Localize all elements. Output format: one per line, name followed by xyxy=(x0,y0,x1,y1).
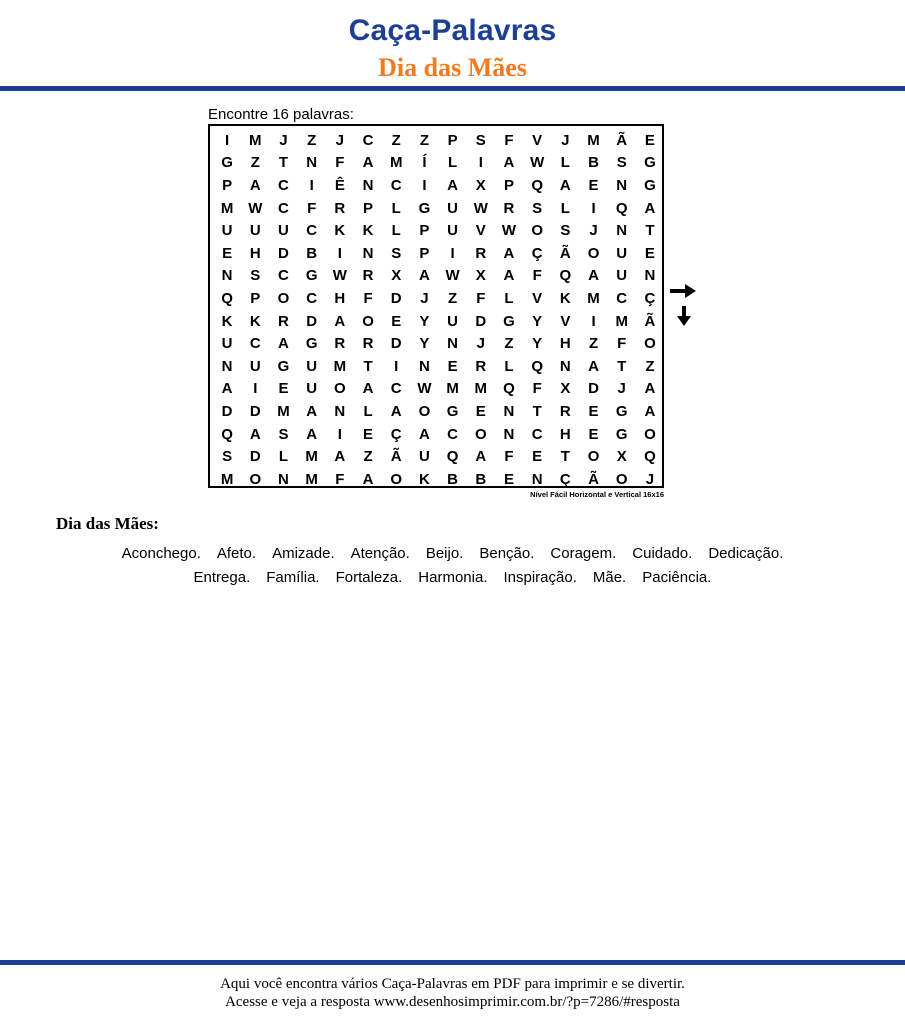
grid-cell: Z xyxy=(250,154,260,172)
page-title: Caça-Palavras xyxy=(348,14,557,47)
grid-cell: V xyxy=(532,289,543,307)
grid-cell: P xyxy=(419,244,430,262)
grid-cell: A xyxy=(447,176,459,194)
grid-cell: Q xyxy=(446,448,459,466)
grid-cell: S xyxy=(560,222,571,240)
grid-cell: C xyxy=(306,222,318,240)
grid-cell: K xyxy=(249,312,261,330)
bottom-divider xyxy=(0,960,905,965)
page-subtitle: Dia das Mães xyxy=(378,53,527,82)
grid-cell: A xyxy=(362,380,374,398)
grid-cell: C xyxy=(362,131,374,149)
grid-cell: A xyxy=(249,176,261,194)
grid-cell: U xyxy=(221,222,233,240)
grid-cell: L xyxy=(560,154,570,172)
grid-cell: Ê xyxy=(334,176,345,194)
grid-cell: Q xyxy=(615,199,628,217)
grid-cell: P xyxy=(222,176,233,194)
grid-cell: B xyxy=(475,470,487,488)
grid-cell: U xyxy=(447,199,459,217)
grid-cell: H xyxy=(559,335,571,353)
grid-cell: K xyxy=(334,222,346,240)
grid-cell: F xyxy=(532,380,542,398)
grid-cell: A xyxy=(334,448,346,466)
grid-cell: M xyxy=(249,131,262,149)
grid-cell: E xyxy=(503,470,514,488)
word-search-grid xyxy=(208,124,664,488)
grid-cell: G xyxy=(615,425,628,443)
grid-cell: E xyxy=(588,425,599,443)
grid-cell: E xyxy=(588,402,599,420)
footer-line-1: Aqui você encontra vários Caça-Palavras em PDF para imprimir e se divertir. xyxy=(220,976,685,992)
grid-cell: H xyxy=(249,244,261,262)
grid-cell: J xyxy=(617,380,626,398)
grid-cell: O xyxy=(615,470,628,488)
grid-cell: A xyxy=(588,357,599,375)
grid-cell: L xyxy=(504,357,514,375)
grid-cell: B xyxy=(447,470,459,488)
grid-cell: U xyxy=(221,335,233,353)
grid-cell: Ã xyxy=(559,244,571,262)
word-list-item: Inspiração. xyxy=(503,569,577,586)
grid-cell: A xyxy=(362,470,374,488)
grid-cell: Ç xyxy=(644,289,656,307)
grid-cell: A xyxy=(503,244,515,262)
grid-cell: O xyxy=(644,425,656,443)
grid-cell: I xyxy=(591,199,596,217)
word-list-item: Entrega. xyxy=(193,569,251,586)
grid-cell: N xyxy=(447,335,459,353)
grid-cell: S xyxy=(278,425,289,443)
grid-cell: Ã xyxy=(616,131,628,149)
top-divider xyxy=(0,86,905,91)
grid-cell: M xyxy=(446,380,459,398)
grid-cell: I xyxy=(591,312,596,330)
grid-cell: R xyxy=(278,312,289,330)
word-list-item: Aconchego. xyxy=(121,545,201,562)
grid-cell: U xyxy=(616,244,628,262)
grid-cell: I xyxy=(450,244,455,262)
grid-cell: E xyxy=(588,176,599,194)
grid-cell: M xyxy=(474,380,488,398)
grid-cell: A xyxy=(644,199,656,217)
grid-cell: O xyxy=(644,335,656,353)
grid-cell: Q xyxy=(644,448,656,466)
grid-cell: W xyxy=(501,222,517,240)
grid-cell: A xyxy=(306,425,318,443)
grid-cell: M xyxy=(389,154,403,172)
grid-cell: M xyxy=(305,470,318,488)
grid-cell: O xyxy=(362,312,374,330)
grid-cell: Ã xyxy=(588,470,599,488)
word-list-line xyxy=(20,566,885,590)
grid-cell: Q xyxy=(559,267,572,285)
grid-cell: Y xyxy=(419,312,430,330)
word-list-item: Benção. xyxy=(479,545,535,562)
grid-cell: W xyxy=(332,267,347,285)
grid-cell: X xyxy=(391,267,402,285)
grid-cell: Z xyxy=(391,131,401,149)
grid-cell: A xyxy=(418,267,430,285)
grid-cell: D xyxy=(475,312,487,330)
grid-cell: T xyxy=(617,357,627,375)
grid-cell: A xyxy=(278,335,289,353)
grid-cell: L xyxy=(448,154,458,172)
grid-cell: L xyxy=(391,199,401,217)
grid-cell: N xyxy=(306,154,318,172)
grid-cell: C xyxy=(278,199,289,217)
grid-cell: Z xyxy=(307,131,317,149)
grid-cell: N xyxy=(616,176,628,194)
grid-cell: L xyxy=(363,402,373,420)
grid-cell: X xyxy=(475,267,486,285)
grid-cell: A xyxy=(559,176,571,194)
grid-cell: A xyxy=(503,154,515,172)
grid-cell: A xyxy=(475,448,487,466)
grid-cell: U xyxy=(616,267,628,285)
word-list-item: Paciência. xyxy=(642,569,712,586)
word-list-item: Amizade. xyxy=(272,545,335,562)
grid-cell: N xyxy=(559,357,571,375)
word-list-item: Afeto. xyxy=(216,545,257,562)
grid-cell: N xyxy=(334,402,346,420)
grid-cell: J xyxy=(420,289,429,307)
grid-cell: U xyxy=(249,222,261,240)
grid-cell: D xyxy=(306,312,318,330)
grid-cell: A xyxy=(503,267,515,285)
grid-cell: U xyxy=(306,380,318,398)
grid-cell: D xyxy=(390,335,402,353)
grid-cell: A xyxy=(390,402,402,420)
grid-cell: S xyxy=(250,267,261,285)
grid-cell: F xyxy=(504,131,514,149)
grid-cell: A xyxy=(306,402,318,420)
grid-cell: Q xyxy=(221,425,233,443)
grid-cell: G xyxy=(418,199,431,217)
grid-cell: A xyxy=(588,267,599,285)
word-list xyxy=(20,542,885,590)
grid-cell: Q xyxy=(531,357,543,375)
grid-cell: C xyxy=(531,425,543,443)
grid-cell: F xyxy=(476,289,486,307)
grid-cell: I xyxy=(422,176,427,194)
grid-cell: M xyxy=(615,312,628,330)
grid-cell: G xyxy=(615,402,628,420)
grid-cell: L xyxy=(391,222,401,240)
footer xyxy=(0,975,905,1011)
word-list-item: Dedicação. xyxy=(708,545,784,562)
grid-cell: F xyxy=(617,335,627,353)
grid-cell: N xyxy=(418,357,430,375)
grid-cell: A xyxy=(644,402,656,420)
grid-cell: W xyxy=(417,380,432,398)
grid-cell: U xyxy=(249,357,261,375)
grid-cell: I xyxy=(309,176,314,194)
grid-cell: O xyxy=(587,448,600,466)
grid-cell: O xyxy=(587,244,600,262)
grid-cell: Z xyxy=(588,335,599,353)
grid-cell: J xyxy=(589,222,598,240)
grid-cell: Ç xyxy=(531,244,543,262)
grid-cell: U xyxy=(306,357,318,375)
puzzle-instructions: Encontre 16 palavras: xyxy=(208,106,354,123)
grid-cell: T xyxy=(532,402,542,420)
grid-cell: M xyxy=(220,470,234,488)
grid-cell: E xyxy=(278,380,289,398)
grid-cell: I xyxy=(337,244,342,262)
grid-cell: A xyxy=(362,154,374,172)
grid-cell: M xyxy=(220,199,234,217)
grid-cell: C xyxy=(249,335,261,353)
grid-cell: Q xyxy=(503,380,515,398)
grid-cell: F xyxy=(307,199,317,217)
grid-cell: J xyxy=(335,131,345,149)
grid-cell: N xyxy=(644,267,656,285)
grid-cell: Y xyxy=(419,335,430,353)
grid-cell: W xyxy=(248,199,263,217)
word-list-item: Beijo. xyxy=(425,545,464,562)
word-list-item: Atenção. xyxy=(350,545,410,562)
word-list-item: Coragem. xyxy=(550,545,617,562)
grid-cell: G xyxy=(277,357,290,375)
grid-cell: N xyxy=(616,222,628,240)
grid-cell: E xyxy=(644,244,655,262)
grid-cell: C xyxy=(447,425,459,443)
grid-cell: N xyxy=(362,244,374,262)
grid-cell: R xyxy=(334,335,346,353)
grid-cell: N xyxy=(278,470,289,488)
grid-cell: H xyxy=(559,425,571,443)
grid-cell: V xyxy=(560,312,571,330)
grid-cell: X xyxy=(616,448,627,466)
grid-cell: Ç xyxy=(390,425,402,443)
grid-cell: C xyxy=(306,289,318,307)
arrow-right-icon xyxy=(669,282,697,300)
grid-cell: U xyxy=(447,312,459,330)
grid-cell: X xyxy=(475,176,486,194)
grid-cell: D xyxy=(221,402,233,420)
grid-cell: C xyxy=(390,380,402,398)
grid-cell: H xyxy=(334,289,346,307)
grid-cell: Y xyxy=(532,335,543,353)
grid-cell: S xyxy=(391,244,402,262)
grid-cell: I xyxy=(394,357,399,375)
grid-cell: I xyxy=(337,425,342,443)
grid-cell: Z xyxy=(419,131,429,149)
grid-cell: K xyxy=(221,312,233,330)
grid-cell: J xyxy=(561,131,570,149)
grid-cell: G xyxy=(503,312,515,330)
grid-cell: P xyxy=(503,176,514,194)
grid-cell: F xyxy=(335,154,345,172)
grid-cell: K xyxy=(362,222,374,240)
grid-cell: K xyxy=(418,470,430,488)
grid-cell: R xyxy=(503,199,515,217)
grid-cell: L xyxy=(504,289,514,307)
grid-cell: E xyxy=(475,402,486,420)
grid-cell: C xyxy=(278,267,289,285)
grid-cell: U xyxy=(418,448,430,466)
grid-cell: R xyxy=(334,199,346,217)
grid-cell: G xyxy=(446,402,459,420)
word-list-item: Harmonia. xyxy=(418,569,488,586)
grid-cell: X xyxy=(560,380,571,398)
grid-cell: P xyxy=(250,289,261,307)
grid-cell: D xyxy=(249,448,261,466)
grid-cell: S xyxy=(616,154,627,172)
grid-cell: B xyxy=(306,244,318,262)
grid-cell: W xyxy=(445,267,460,285)
grid-cell: G xyxy=(644,154,656,172)
grid-cell: E xyxy=(222,244,233,262)
grid-cell: D xyxy=(588,380,599,398)
word-list-line xyxy=(20,542,885,566)
grid-cell: F xyxy=(532,267,542,285)
grid-cell: E xyxy=(363,425,374,443)
grid-cell: O xyxy=(531,222,543,240)
grid-cell: Q xyxy=(531,176,543,194)
grid-cell: Ç xyxy=(559,470,571,488)
grid-cell: I xyxy=(253,380,258,398)
grid-cell: O xyxy=(418,402,431,420)
grid-cell: O xyxy=(390,470,403,488)
grid-cell: Ã xyxy=(644,312,656,330)
grid-cell: W xyxy=(530,154,545,172)
grid-cell: B xyxy=(588,154,599,172)
grid-cell: U xyxy=(278,222,289,240)
grid-cell: M xyxy=(587,131,600,149)
grid-cell: J xyxy=(279,131,288,149)
grid-cell: M xyxy=(587,289,600,307)
grid-cell: J xyxy=(645,470,655,488)
grid-cell: F xyxy=(504,448,514,466)
grid-cell: I xyxy=(478,154,483,172)
grid-cell: F xyxy=(363,289,373,307)
grid-cell: A xyxy=(644,380,656,398)
grid-cell: R xyxy=(475,244,487,262)
grid-cell: D xyxy=(249,402,261,420)
grid-cell: N xyxy=(221,267,233,285)
grid-cell: E xyxy=(644,131,655,149)
grid-cell: O xyxy=(474,425,487,443)
grid-cell: F xyxy=(335,470,345,488)
grid-cell: R xyxy=(362,267,374,285)
grid-cell: T xyxy=(363,357,373,375)
grid-cell: E xyxy=(391,312,402,330)
grid-cell: Y xyxy=(532,312,543,330)
word-list-item: Mãe. xyxy=(592,569,627,586)
grid-cell: S xyxy=(222,448,233,466)
grid-cell: T xyxy=(560,448,570,466)
grid-cell: G xyxy=(644,176,656,194)
grid-cell: E xyxy=(532,448,543,466)
grid-cell: A xyxy=(221,380,233,398)
word-list-item: Família. xyxy=(266,569,320,586)
grid-cell: S xyxy=(475,131,486,149)
word-list-item: Fortaleza. xyxy=(335,569,403,586)
grid-cell: N xyxy=(503,402,515,420)
difficulty-label: Nível Fácil Horizontal e Vertical 16x16 xyxy=(530,490,664,499)
grid-cell: A xyxy=(249,425,261,443)
grid-cell: Z xyxy=(504,335,514,353)
grid-cell: V xyxy=(532,131,543,149)
grid-cell: T xyxy=(645,222,655,240)
grid-cell: Z xyxy=(645,357,655,375)
grid-cell: O xyxy=(334,380,346,398)
grid-cell: C xyxy=(278,176,289,194)
grid-cell: U xyxy=(447,222,459,240)
grid-cell: O xyxy=(249,470,262,488)
grid-cell: A xyxy=(334,312,346,330)
grid-cell: R xyxy=(475,357,487,375)
grid-cell: S xyxy=(532,199,543,217)
grid-cell: Q xyxy=(221,289,233,307)
grid-cell: Z xyxy=(448,289,458,307)
word-list-item: Cuidado. xyxy=(632,545,693,562)
grid-cell: N xyxy=(221,357,233,375)
grid-cell: V xyxy=(475,222,486,240)
grid-cell: M xyxy=(305,448,318,466)
word-list-heading: Dia das Mães: xyxy=(56,514,159,533)
footer-line-2: Acesse e veja a resposta www.desenhosimprimir.com.br/?p=7286/#resposta xyxy=(225,994,680,1010)
grid-cell: C xyxy=(390,176,402,194)
grid-cell: G xyxy=(221,154,233,172)
grid-cell: I xyxy=(225,131,230,149)
grid-cell: Ã xyxy=(390,448,402,466)
grid-cell: P xyxy=(419,222,430,240)
grid-cell: M xyxy=(333,357,347,375)
grid-cell: L xyxy=(560,199,570,217)
grid-cell: D xyxy=(390,289,402,307)
grid-cell: N xyxy=(362,176,374,194)
grid-cell: J xyxy=(476,335,485,353)
grid-cell: T xyxy=(278,154,289,172)
grid-cell: M xyxy=(277,402,290,420)
grid-cell: L xyxy=(278,448,289,466)
grid-cell: N xyxy=(503,425,515,443)
grid-cell: R xyxy=(559,402,571,420)
grid-cell: W xyxy=(473,199,488,217)
grid-cell: E xyxy=(447,357,458,375)
grid-cell: Z xyxy=(363,448,373,466)
grid-cell: D xyxy=(278,244,289,262)
arrow-down-icon xyxy=(675,305,693,327)
grid-cell: O xyxy=(277,289,290,307)
grid-cell: N xyxy=(531,470,543,488)
grid-cell: P xyxy=(363,199,374,217)
grid-cell: C xyxy=(616,289,628,307)
grid-cell: K xyxy=(559,289,571,307)
grid-cells xyxy=(213,129,664,491)
grid-cell: Í xyxy=(422,154,427,172)
grid-cell: A xyxy=(418,425,430,443)
grid-cell: R xyxy=(362,335,374,353)
grid-cell: G xyxy=(305,267,318,285)
grid-cell: P xyxy=(447,131,458,149)
grid-cell: G xyxy=(305,335,318,353)
